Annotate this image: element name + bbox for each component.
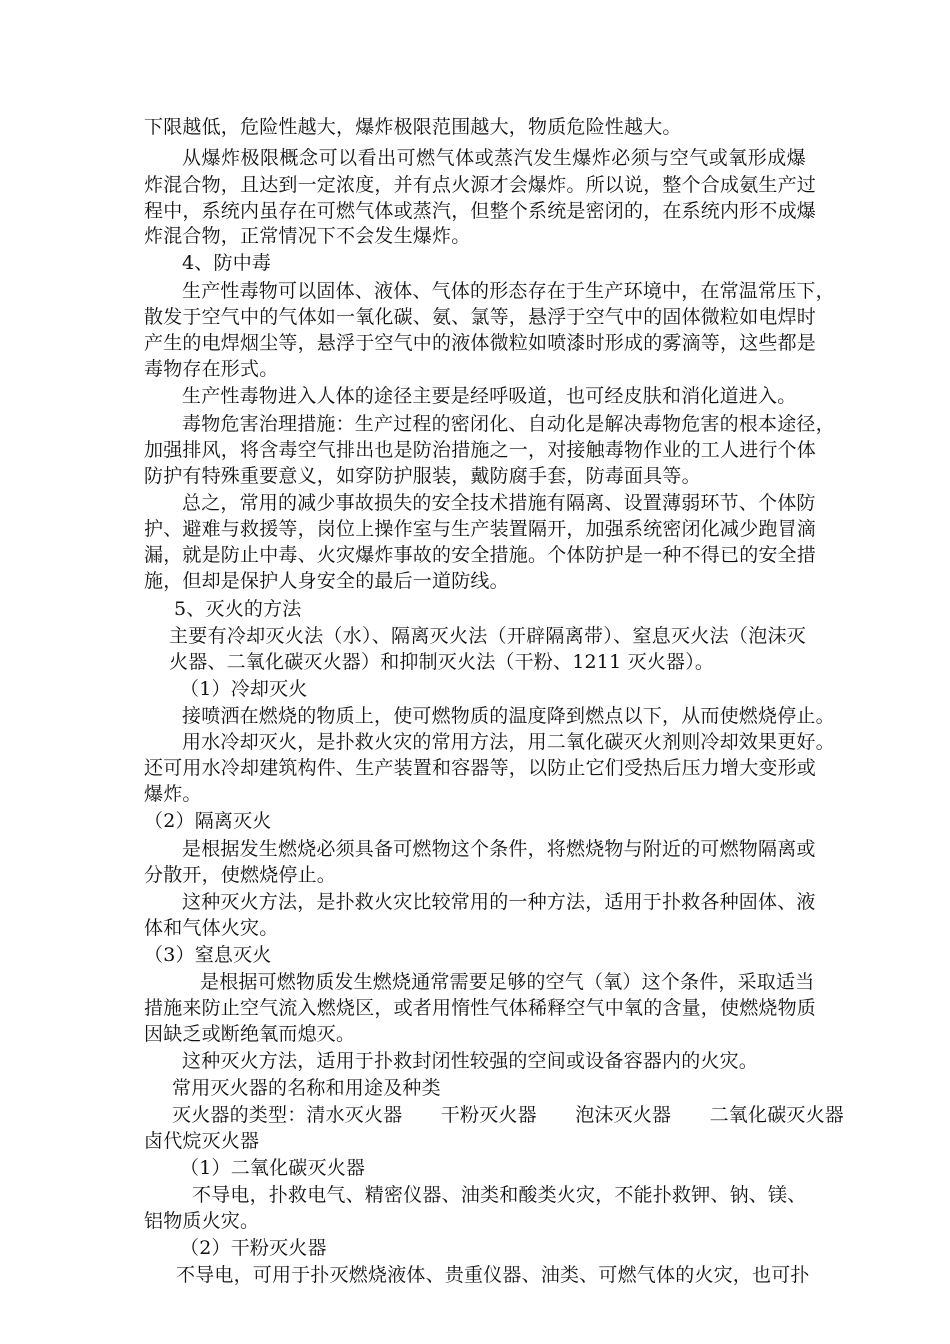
text-line-20: 主要有冷却灭火法（水）、隔离灭火法（开辟隔离带）、窒息灭火法（泡沫灭: [169, 625, 806, 647]
subheading-co2-extinguisher: （1）二氧化碳灭火器: [180, 1157, 366, 1179]
text-line-2: 从爆炸极限概念可以看出可燃气体或蒸汽发生爆炸必须与空气或氧形成爆: [182, 147, 806, 169]
text-line-33: 是根据可燃物质发生燃烧通常需要足够的空气（氧）这个条件，采取适当: [200, 971, 815, 993]
text-line-5: 炸混合物，正常情况下不会发生爆炸。: [144, 225, 471, 247]
text-line-10: 毒物存在形式。: [144, 358, 279, 380]
text-line-13: 加强排风，将含毒空气排出也是防治措施之一，对接触毒物作业的工人进行个体: [144, 439, 817, 461]
text-line-14: 防护有特殊重要意义，如穿防护服装，戴防腐手套，防毒面具等。: [144, 465, 701, 487]
text-line-8: 散发于空气中的气体如一氧化碳、氨、氯等，悬浮于空气中的固体微粒如电焊时: [144, 306, 817, 328]
text-line-44: 不导电，可用于扑灭燃烧液体、贵重仪器、油类、可燃气体的火灾，也可扑: [176, 1264, 810, 1286]
text-line-35: 因缺乏或断绝氧而熄灭。: [144, 1023, 356, 1045]
text-line-42: 铝物质火灾。: [144, 1210, 260, 1232]
subheading-dry-powder-extinguisher: （2）干粉灭火器: [180, 1237, 327, 1259]
text-line-4: 程中，系统内虽存在可燃气体或蒸汽，但整个系统是密闭的，在系统内形不成爆: [144, 200, 817, 222]
text-line-23: 接喷洒在燃烧的物质上，使可燃物质的温度降到燃点以下，从而使燃烧停止。: [182, 705, 835, 727]
text-line-7: 生产性毒物可以固体、液体、气体的形态存在于生产环境中，在常温常压下，: [182, 280, 835, 302]
text-line-29: 分散开，使燃烧停止。: [144, 864, 337, 886]
subheading-smothering: （3）窒息灭火: [144, 944, 272, 966]
subheading-isolation: （2）隔离灭火: [144, 810, 272, 832]
text-line-12: 毒物危害治理措施：生产过程的密闭化、自动化是解决毒物危害的根本途径，: [182, 413, 835, 435]
text-line-15: 总之，常用的减少事故损失的安全技术措施有隔离、设置薄弱环节、个体防: [182, 492, 816, 514]
section-heading-prevent-poisoning: 4、防中毒: [182, 252, 272, 274]
text-line-1: 下限越低，危险性越大，爆炸极限范围越大，物质危险性越大。: [144, 116, 682, 138]
text-line-39: 卤代烷灭火器: [144, 1130, 260, 1152]
text-line-18: 施，但却是保护人身安全的最后一道防线。: [144, 570, 509, 592]
text-line-41: 不导电，扑救电气、精密仪器、油类和酸类火灾，不能扑救钾、钠、镁、: [192, 1184, 807, 1206]
text-line-16: 护、避难与救援等，岗位上操作室与生产装置隔开，加强系统密闭化减少跑冒滴: [144, 518, 817, 540]
text-line-25: 还可用水冷却建筑构件、生产装置和容器等，以防止它们受热后压力增大变形或: [144, 757, 817, 779]
text-line-17: 漏，就是防止中毒、火灾爆炸事故的安全措施。个体防护是一种不得已的安全措: [144, 544, 817, 566]
text-line-30: 这种灭火方法，是扑救火灾比较常用的一种方法，适用于扑救各种固体、液: [182, 891, 816, 913]
subheading-cooling: （1）冷却灭火: [180, 678, 308, 700]
subheading-extinguisher-types: 常用灭火器的名称和用途及种类: [172, 1077, 441, 1099]
text-line-26: 爆炸。: [144, 783, 202, 805]
text-line-11: 生产性毒物进入人体的途径主要是经呼吸道，也可经皮肤和消化道进入。: [182, 385, 797, 407]
text-line-38: 灭火器的类型：清水灭火器 干粉灭火器 泡沫灭火器 二氧化碳灭火器: [172, 1104, 845, 1126]
text-line-3: 炸混合物，且达到一定浓度，并有点火源才会爆炸。所以说，整个合成氨生产过: [144, 174, 817, 196]
text-line-9: 产生的电焊烟尘等，悬浮于空气中的液体微粒如喷漆时形成的雾滴等，这些都是: [144, 332, 817, 354]
text-line-21: 火器、二氧化碳灭火器）和抑制灭火法（干粉、1211 灭火器）。: [169, 651, 715, 673]
text-line-34: 措施来防止空气流入燃烧区，或者用惰性气体稀释空气中氧的含量，使燃烧物质: [144, 997, 817, 1019]
text-line-24: 用水冷却灭火，是扑救火灾的常用方法，用二氧化碳灭火剂则冷却效果更好。: [182, 731, 835, 753]
section-heading-fire-extinguishing: 5、灭火的方法: [174, 598, 302, 620]
text-line-36: 这种灭火方法，适用于扑救封闭性较强的空间或设备容器内的火灾。: [182, 1050, 759, 1072]
text-line-28: 是根据发生燃烧必须具备可燃物这个条件，将燃烧物与附近的可燃物隔离或: [182, 838, 816, 860]
text-line-31: 体和气体火灾。: [144, 917, 279, 939]
